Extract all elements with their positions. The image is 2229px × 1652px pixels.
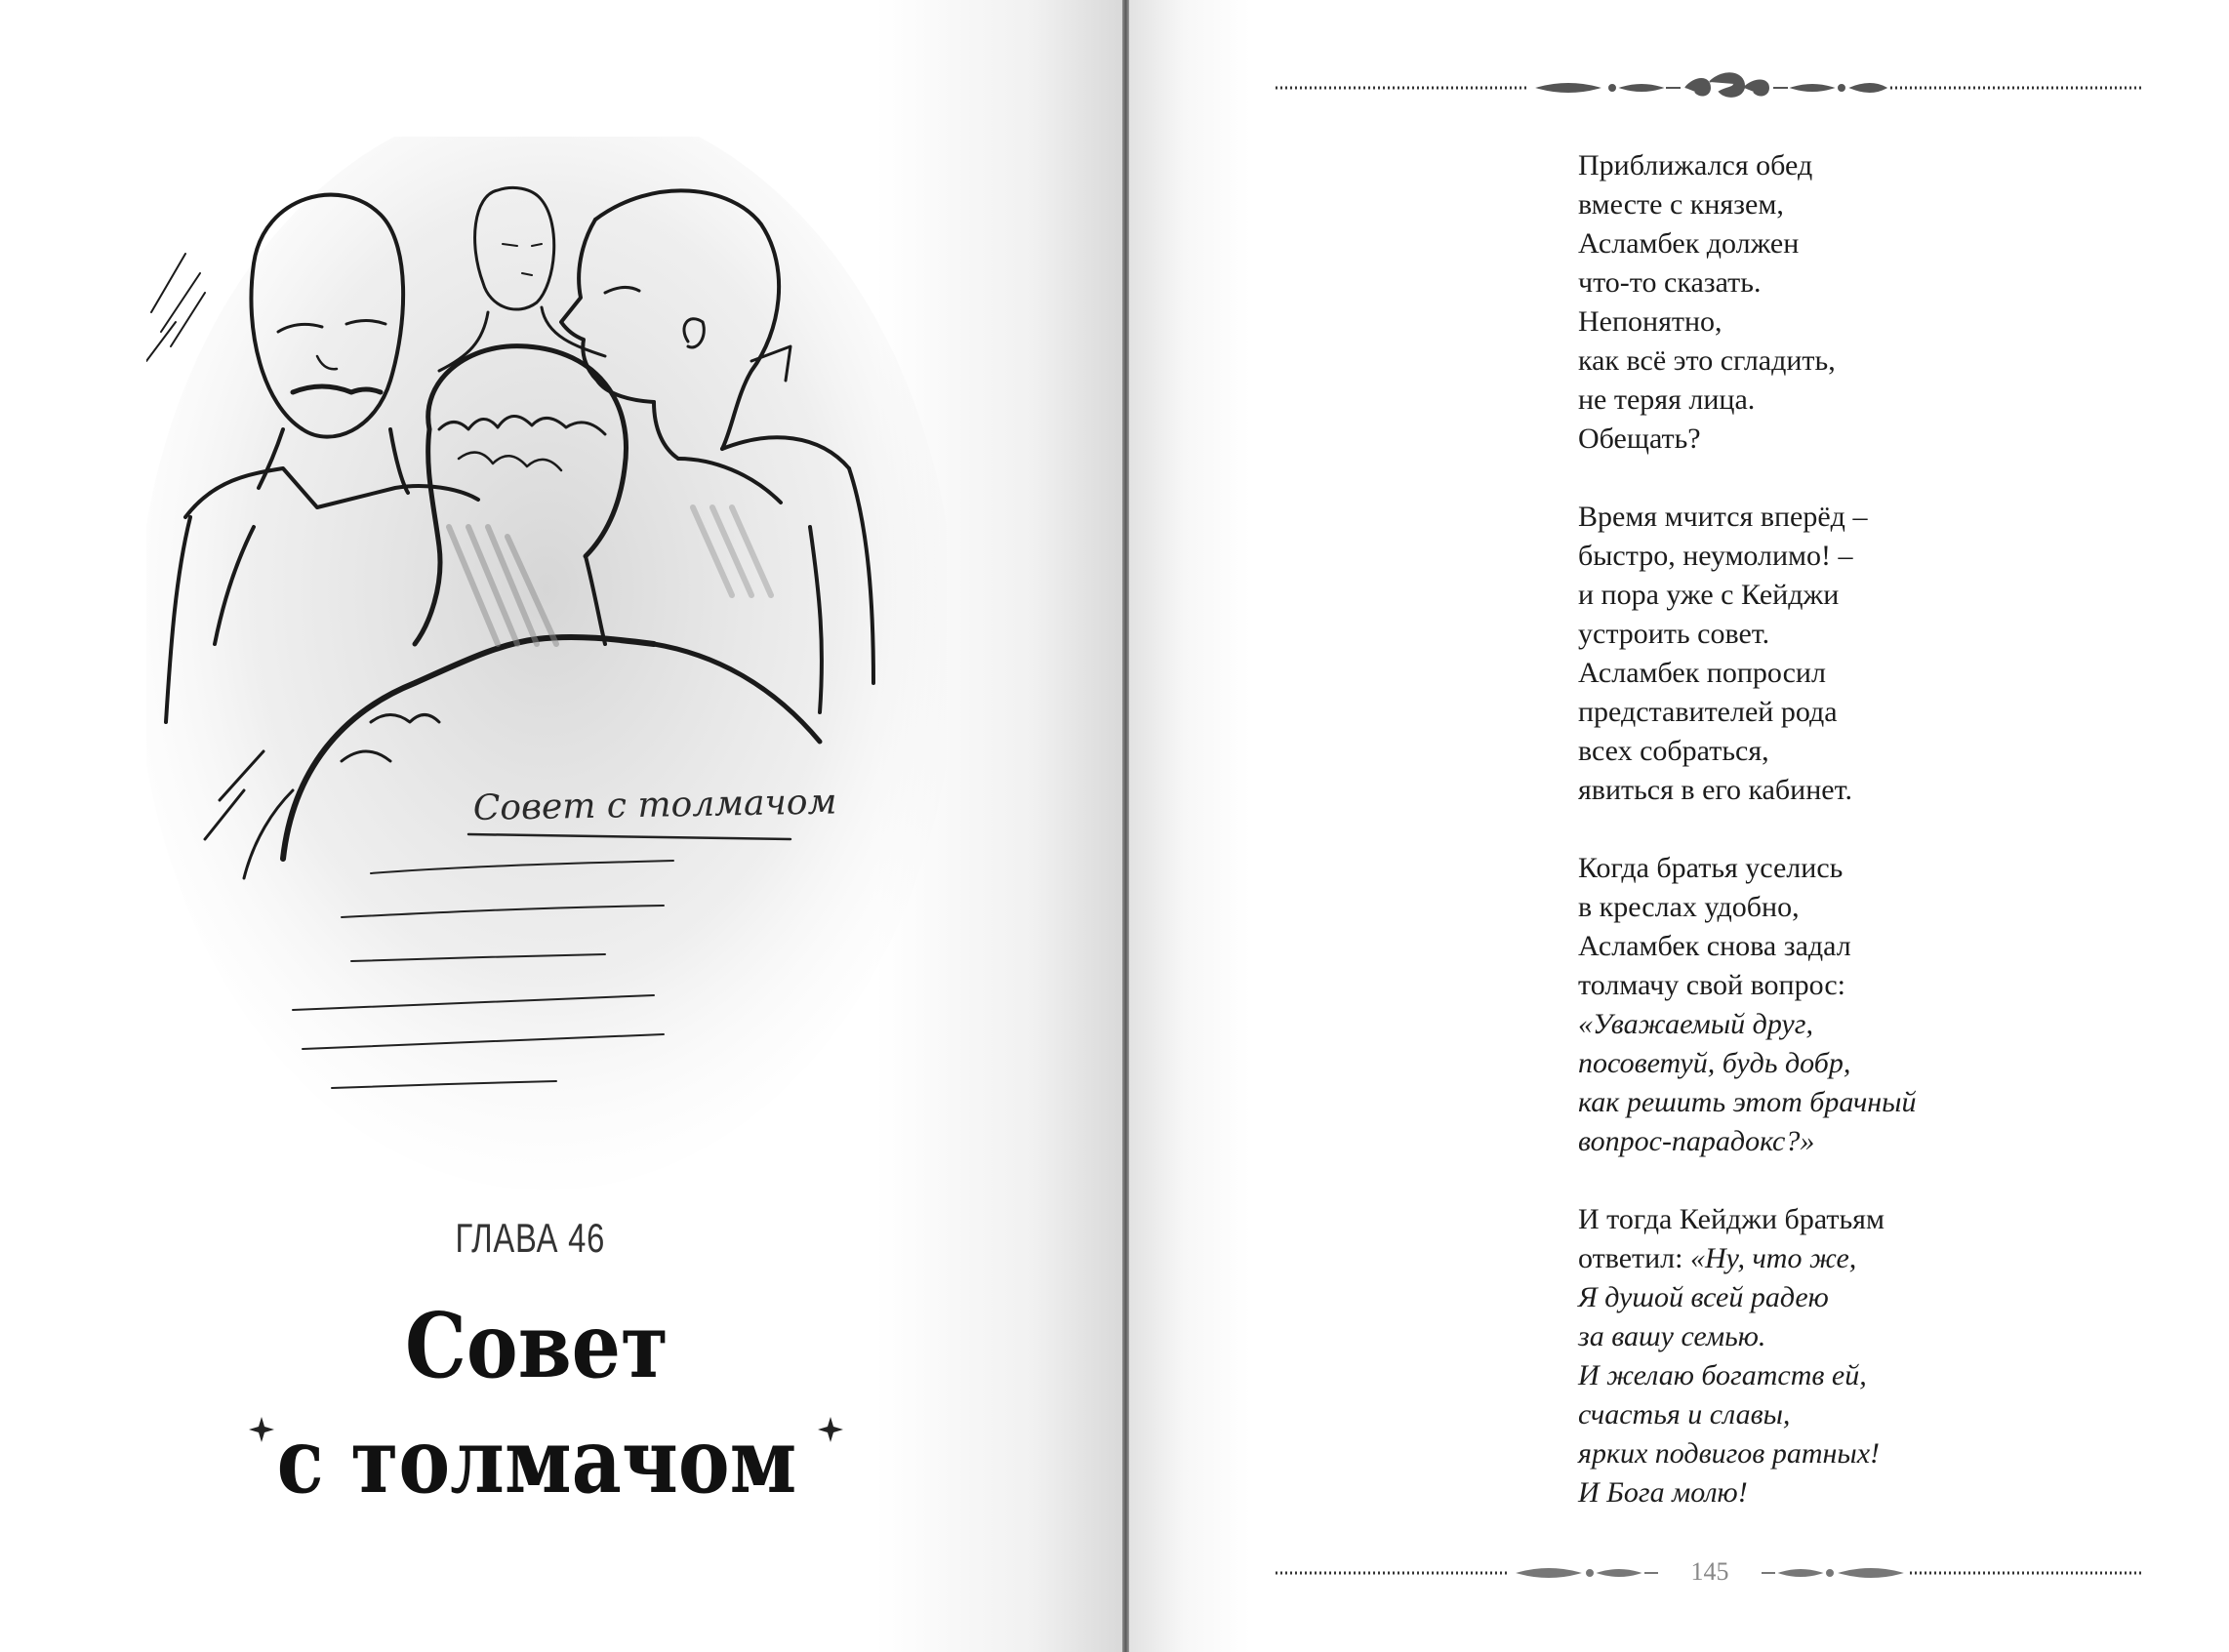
poem-line-lead: ответил: <box>1578 1242 1690 1274</box>
poem-line-italic: счастья и славы, <box>1578 1398 1791 1430</box>
poem-line-italic: И желаю богатств ей, <box>1578 1359 1867 1391</box>
poem-line: Когда братья уселись <box>1578 852 1844 884</box>
poem-line: Асламбек должен <box>1578 227 1800 260</box>
poem-line: Асламбек попросил <box>1578 657 1826 689</box>
top-ornament-icon <box>1276 68 2144 107</box>
stanza-3 <box>1578 849 2203 1161</box>
chapter-title-line-1: Совет <box>404 1293 669 1398</box>
right-diamond-ornament-icon <box>818 1417 843 1442</box>
poem-line: быстро, неумолимо! – <box>1578 540 1853 572</box>
poem-line-italic: Я душой всей радею <box>1578 1281 1829 1313</box>
poem-line: толмачу свой вопрос: <box>1578 969 1846 1001</box>
poem-line: всех собраться, <box>1578 735 1769 767</box>
poem-line: Приближался обед <box>1578 149 1813 181</box>
poem-line-italic: за вашу семью. <box>1578 1320 1766 1352</box>
poem-line-italic: И Бога молю! <box>1578 1476 1748 1509</box>
poem-line: устроить совет. <box>1578 618 1770 650</box>
chapter-label: ГЛАВА 46 <box>455 1215 606 1261</box>
poem-line: явиться в его кабинет. <box>1578 774 1852 806</box>
illustration-caption: Совет с толмачом <box>472 782 837 828</box>
poem-line: в креслах удобно, <box>1578 891 1800 923</box>
poem-text <box>1578 146 2203 1512</box>
poem-line: что-то сказать. <box>1578 266 1762 299</box>
stanza-4 <box>1578 1200 2203 1512</box>
chapter-title <box>75 1288 998 1518</box>
poem-line: И тогда Кейджи братьям <box>1578 1203 1885 1235</box>
poem-line: Время мчится вперёд – <box>1578 501 1868 533</box>
right-page <box>1129 0 2229 1652</box>
stanza-2 <box>1578 498 2203 810</box>
poem-line: вместе с князем, <box>1578 188 1784 221</box>
page-number: 145 <box>1690 1557 1729 1586</box>
stanza-1 <box>1578 146 2203 459</box>
poem-line: Асламбек снова задал <box>1578 930 1851 962</box>
poem-line: как всё это сгладить, <box>1578 344 1836 377</box>
left-diamond-ornament-icon <box>249 1417 274 1442</box>
poem-line-italic: «Уважаемый друг, <box>1578 1008 1813 1040</box>
poem-line: Обещать? <box>1578 423 1701 455</box>
poem-line: представителей рода <box>1578 696 1838 728</box>
chapter-title-line-2: с толмачом <box>276 1408 797 1513</box>
poem-line <box>1578 1239 2203 1278</box>
poem-line: не теряя лица. <box>1578 383 1756 416</box>
poem-line-italic: посоветуй, будь добр, <box>1578 1047 1851 1079</box>
poem-line-italic: ярких подвигов ратных! <box>1578 1437 1880 1470</box>
poem-line-italic: вопрос-парадокс?» <box>1578 1125 1815 1157</box>
poem-line-italic-tail: «Ну, что же, <box>1690 1242 1857 1274</box>
poem-line: и пора уже с Кейджи <box>1578 579 1840 611</box>
book-gutter <box>1122 0 1129 1652</box>
chapter-illustration <box>146 137 947 1190</box>
poem-line-italic: как решить этот брачный <box>1578 1086 1917 1118</box>
poem-line: Непонятно, <box>1578 305 1722 338</box>
